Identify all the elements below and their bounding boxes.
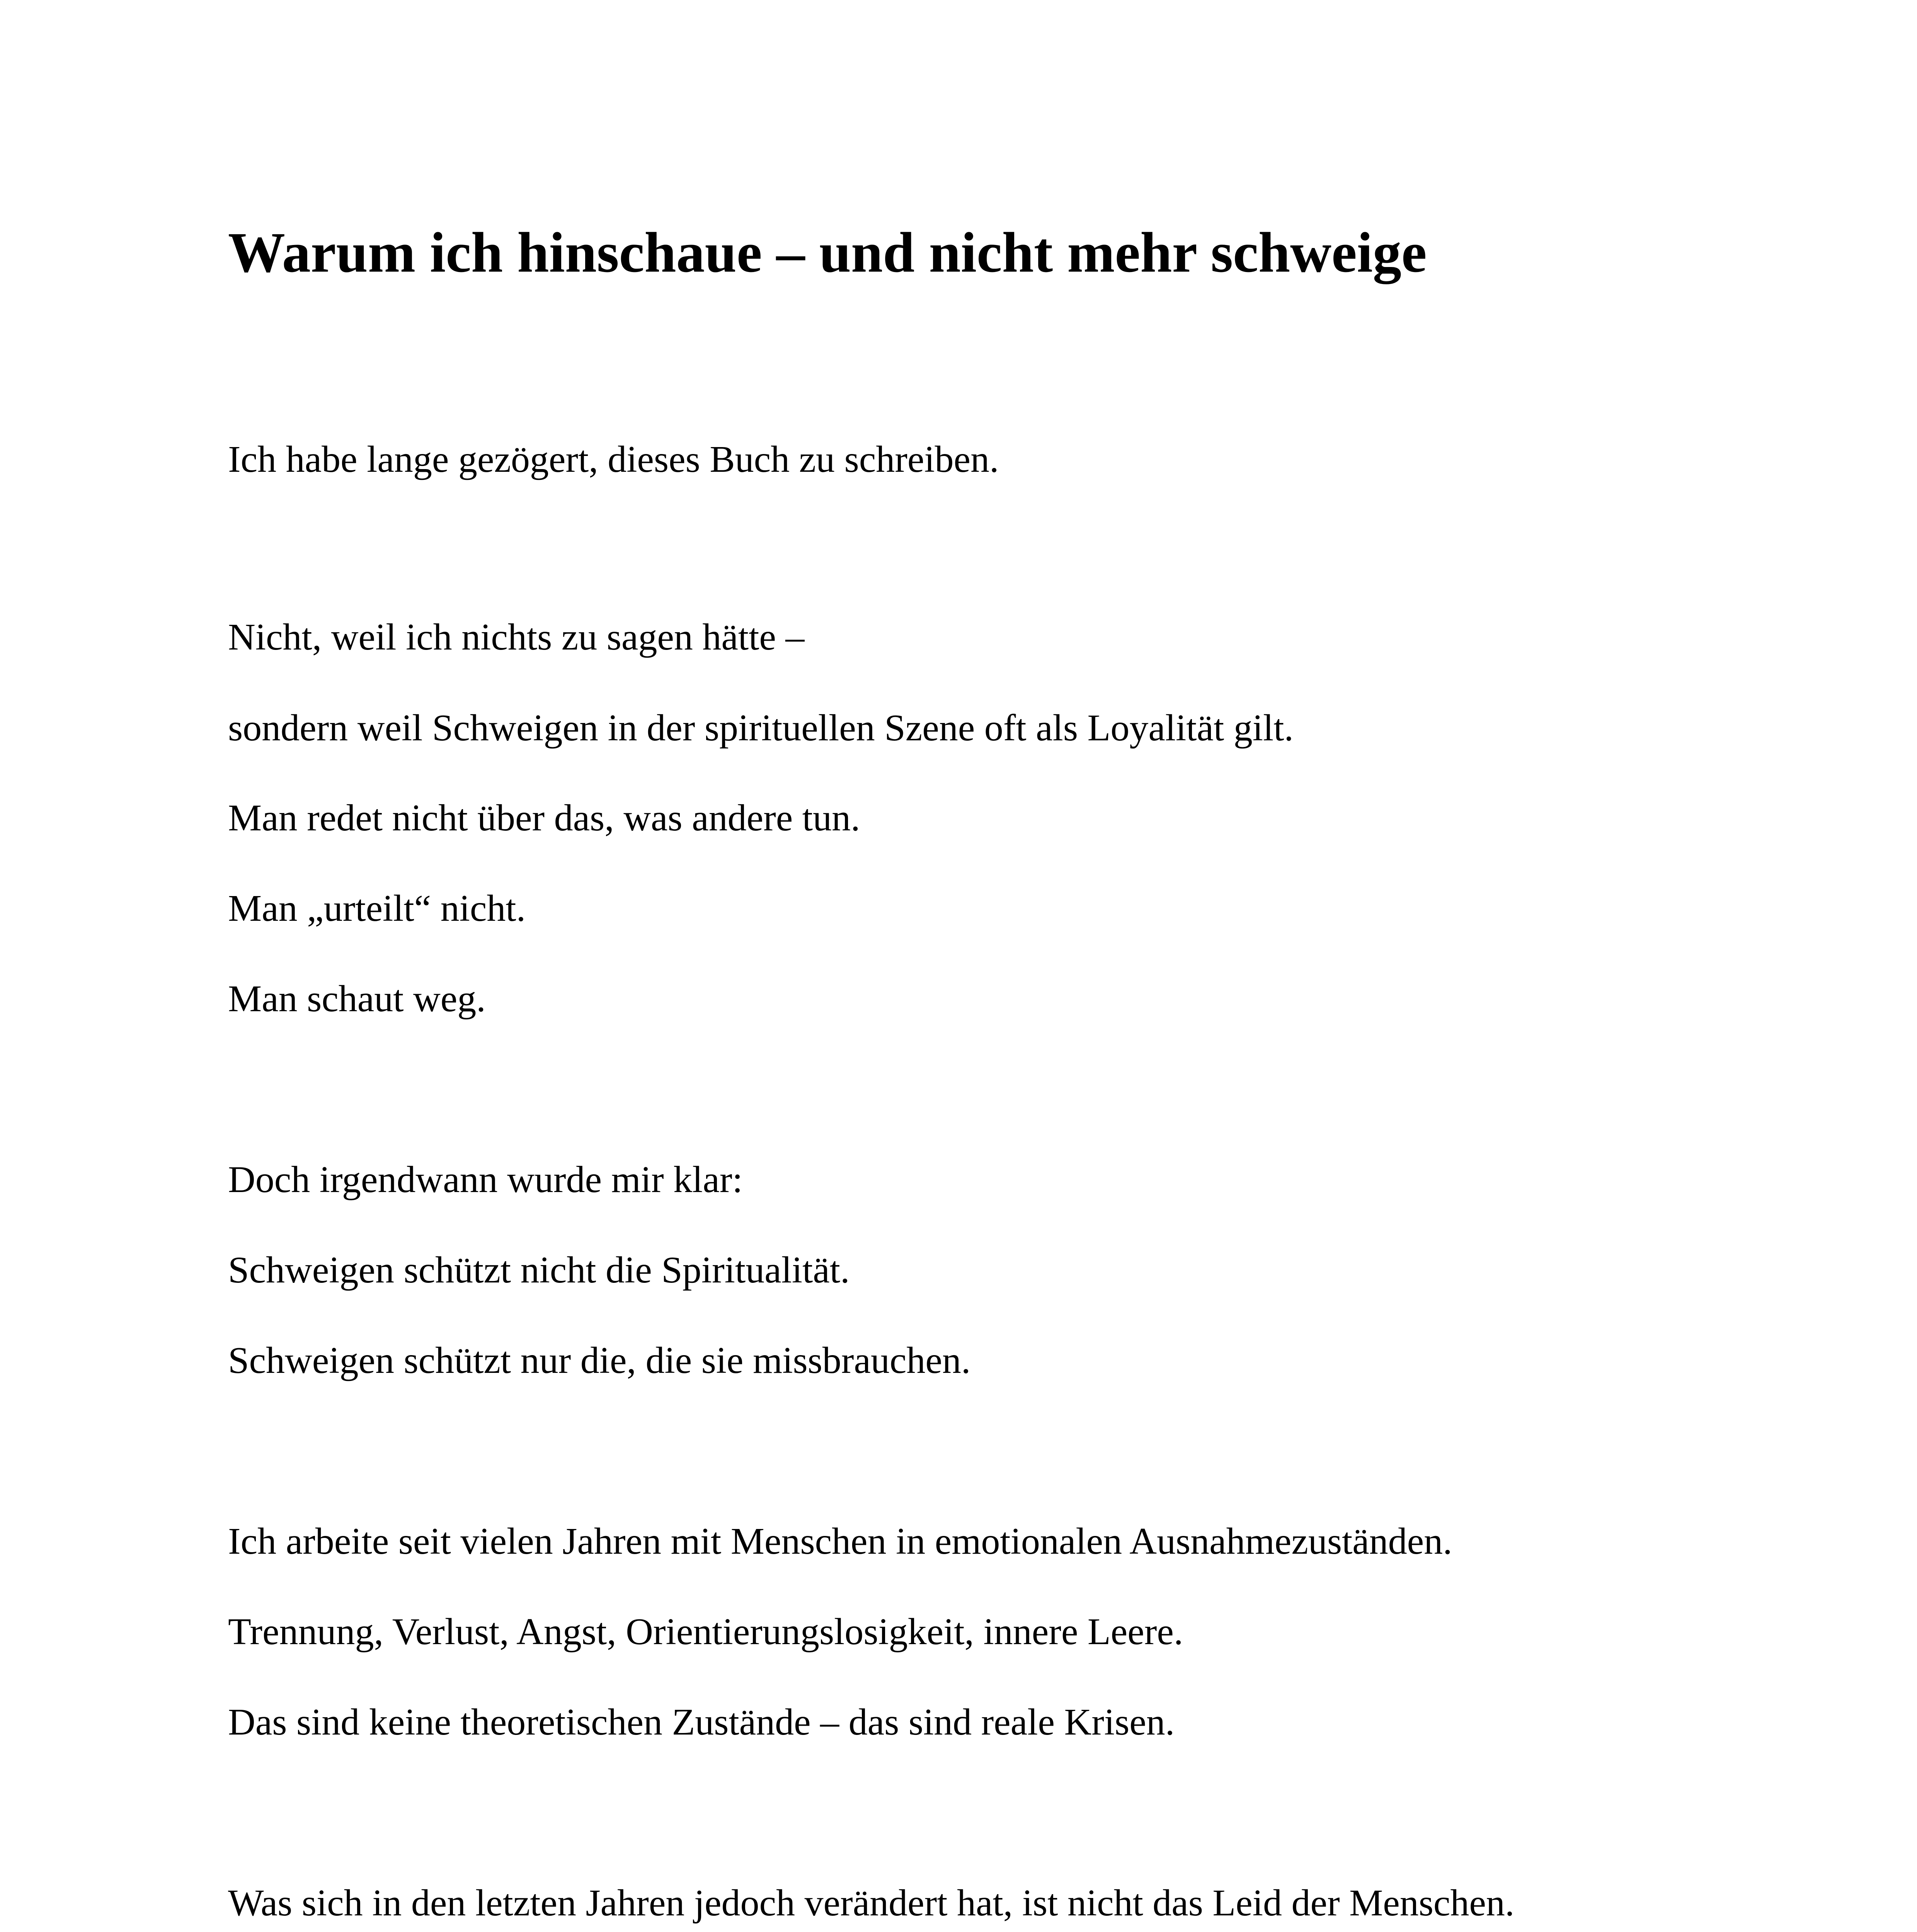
- text-line: Ich habe lange gezögert, dieses Buch zu schreiben.: [228, 439, 999, 480]
- text-line: Man „urteilt“ nicht.: [228, 888, 526, 929]
- text-line: Man schaut weg.: [228, 978, 486, 1020]
- text-line: Das sind keine theoretischen Zustände – das sind reale Krisen.: [228, 1701, 1175, 1743]
- text-line: sondern weil Schweigen in der spirituellen Szene oft als Loyalität gilt.: [228, 707, 1294, 749]
- page-title: Warum ich hinschaue – und nicht mehr schweige: [228, 221, 1427, 284]
- text-line: Was sich in den letzten Jahren jedoch verändert hat, ist nicht das Leid der Menschen.: [228, 1882, 1515, 1924]
- text-line: Doch irgendwann wurde mir klar:: [228, 1159, 743, 1201]
- text-line: Schweigen schützt nur die, die sie missbrauchen.: [228, 1340, 971, 1381]
- text-line: Schweigen schützt nicht die Spiritualität.: [228, 1249, 850, 1291]
- text-line: Ich arbeite seit vielen Jahren mit Menschen in emotionalen Ausnahmezuständen.: [228, 1520, 1452, 1562]
- text-line: Nicht, weil ich nichts zu sagen hätte –: [228, 616, 805, 658]
- text-line: Man redet nicht über das, was andere tun.: [228, 797, 860, 839]
- text-line: Trennung, Verlust, Angst, Orientierungslosigkeit, innere Leere.: [228, 1611, 1183, 1653]
